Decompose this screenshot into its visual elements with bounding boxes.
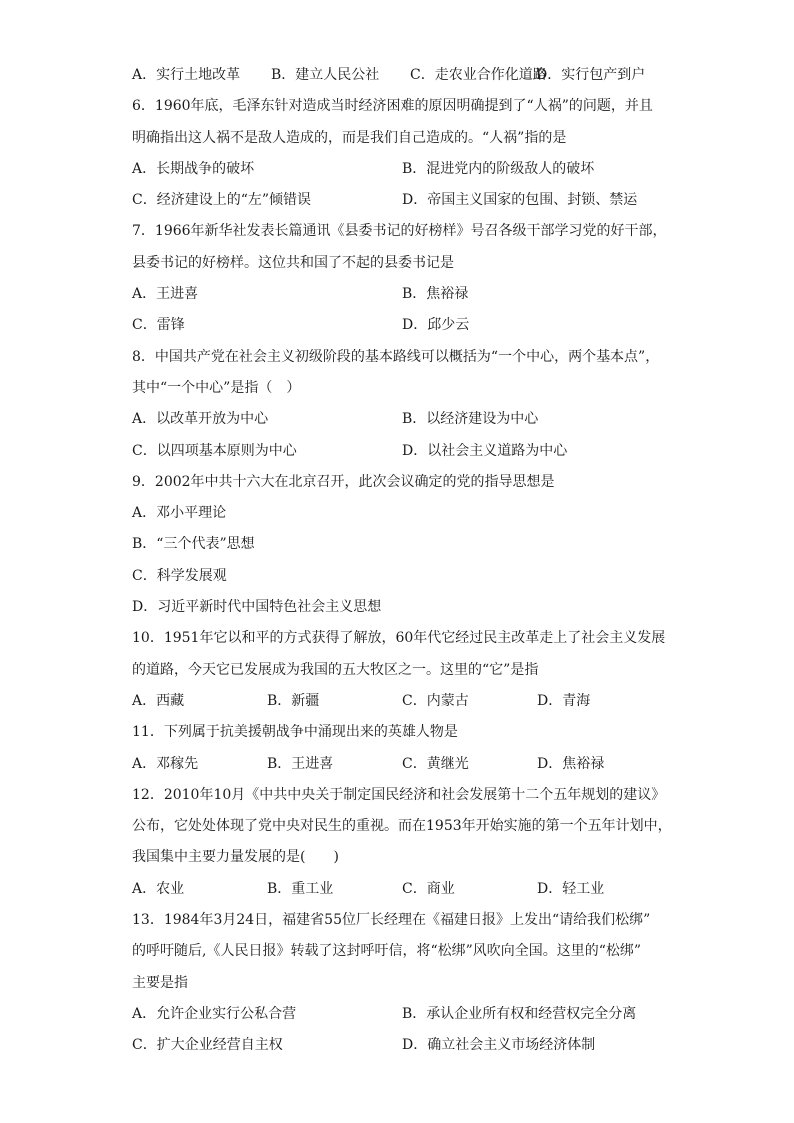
question-stem-line: 主要是指 bbox=[132, 974, 188, 991]
answer-option-A: A．长期战争的破坏 bbox=[132, 160, 255, 177]
question-stem-line: 公布，它处处体现了党中央对民生的重视。而在1953年开始实施的第一个五年计划中， bbox=[132, 818, 672, 835]
answer-option-B: B．重工业 bbox=[267, 880, 334, 897]
options-row bbox=[132, 749, 672, 780]
options-row bbox=[132, 185, 672, 216]
answer-option-A: A．允许企业实行公私合营 bbox=[132, 1005, 297, 1022]
options-row bbox=[132, 999, 672, 1030]
answer-option-D: D．习近平新时代中国特色社会主义思想 bbox=[132, 599, 382, 616]
options-row bbox=[132, 279, 672, 310]
answer-option-B: B．以经济建设为中心 bbox=[402, 411, 539, 428]
answer-option-D: D．轻工业 bbox=[537, 880, 605, 897]
options-row bbox=[132, 561, 672, 592]
answer-option-C: C．走农业合作化道路 bbox=[410, 67, 547, 83]
question-stem-line: 其中“一个中心”是指（ ） bbox=[132, 379, 301, 396]
options-row bbox=[132, 154, 672, 185]
answer-option-D: D．帝国主义国家的包围、封锁、禁运 bbox=[402, 192, 638, 209]
question-stem-line: 11．下列属于抗美援朝战争中涌现出来的英雄人物是 bbox=[132, 724, 458, 741]
options-row bbox=[132, 60, 672, 91]
question-4 bbox=[132, 467, 672, 623]
answer-option-C: C．内蒙古 bbox=[402, 692, 469, 709]
answer-option-C: C．科学发展观 bbox=[132, 567, 227, 584]
options-row bbox=[132, 529, 672, 560]
answer-option-C: C．以四项基本原则为中心 bbox=[132, 442, 297, 459]
options-row bbox=[132, 404, 672, 435]
question-stem-line: 12．2010年10月《中共中央关于制定国民经济和社会发展第十二个五年规划的建议》 bbox=[132, 786, 666, 803]
answer-option-B: B．承认企业所有权和经营权完全分离 bbox=[402, 1005, 637, 1022]
answer-option-C: C．黄继光 bbox=[402, 755, 469, 772]
answer-option-C: C．经济建设上的“左”倾错误 bbox=[132, 192, 312, 209]
answer-option-A: A．西藏 bbox=[132, 692, 185, 709]
question-list bbox=[132, 60, 672, 1062]
question-5 bbox=[132, 623, 672, 717]
question-3 bbox=[132, 342, 672, 467]
answer-option-B: B．混进党内的阶级敌人的破坏 bbox=[402, 160, 595, 177]
answer-option-C: C．商业 bbox=[402, 880, 455, 897]
answer-option-C: C．雷锋 bbox=[132, 317, 185, 334]
answer-option-D: D．青海 bbox=[537, 692, 591, 709]
question-stem-line: 的道路，今天它已发展成为我国的五大牧区之一。这里的“它”是指 bbox=[132, 661, 539, 678]
answer-option-A: A．以改革开放为中心 bbox=[132, 411, 269, 428]
options-row bbox=[132, 498, 672, 529]
answer-option-D: D．实行包产到户 bbox=[536, 67, 646, 83]
question-stem-line: 7．1966年新华社发表长篇通讯《县委书记的好榜样》号召各级干部学习党的好干部， bbox=[132, 223, 667, 240]
question-1 bbox=[132, 91, 672, 216]
answer-option-A: A．邓稼先 bbox=[132, 755, 199, 772]
options-row bbox=[132, 686, 672, 717]
question-7 bbox=[132, 780, 672, 905]
answer-option-D: D．确立社会主义市场经济体制 bbox=[402, 1037, 596, 1054]
question-stem-line: 明确指出这人祸不是敌人造成的，而是我们自己造成的。“人祸”指的是 bbox=[132, 129, 567, 146]
answer-option-A: A．实行土地改革 bbox=[132, 67, 241, 83]
answer-option-D: D．以社会主义道路为中心 bbox=[402, 442, 568, 459]
options-row bbox=[132, 436, 672, 467]
options-row bbox=[132, 592, 672, 623]
question-6 bbox=[132, 717, 672, 780]
question-stem-line: 6．1960年底，毛泽东针对造成当时经济困难的原因明确提到了“人祸”的问题，并且 bbox=[132, 98, 653, 115]
options-row bbox=[132, 1030, 672, 1061]
question-stem-line: 10．1951年它以和平的方式获得了解放，60年代它经过民主改革走上了社会主义发展 bbox=[132, 630, 666, 647]
question-stem-line: 8．中国共产党在社会主义初级阶段的基本路线可以概括为“一个中心，两个基本点”， bbox=[132, 348, 660, 365]
question-stem-line: 的呼吁随后,《人民日报》转载了这封呼吁信，将“松绑”风吹向全国。这里的“松绑” bbox=[132, 943, 642, 960]
question-stem-line: 13．1984年3月24日，福建省55位厂长经理在《福建日报》上发出“请给我们松绑” bbox=[132, 912, 651, 929]
question-2 bbox=[132, 216, 672, 341]
answer-option-B: B．王进喜 bbox=[267, 755, 334, 772]
options-row bbox=[132, 310, 672, 341]
options-row bbox=[132, 874, 672, 905]
question-stem-line: 我国集中主要力量发展的是( ) bbox=[132, 849, 339, 866]
question-stem-line: 县委书记的好榜样。这位共和国了不起的县委书记是 bbox=[132, 254, 454, 271]
answer-option-C: C．扩大企业经营自主权 bbox=[132, 1037, 283, 1054]
answer-option-B: B．新疆 bbox=[267, 692, 320, 709]
answer-option-B: B．焦裕禄 bbox=[402, 286, 469, 303]
question-stem-line: 9．2002年中共十六大在北京召开，此次会议确定的党的指导思想是 bbox=[132, 473, 555, 490]
answer-option-D: D．焦裕禄 bbox=[537, 755, 605, 772]
question-0 bbox=[132, 60, 672, 91]
answer-option-B: B．建立人民公社 bbox=[271, 67, 380, 83]
answer-option-B: B．“三个代表”思想 bbox=[132, 536, 255, 553]
answer-option-A: A．邓小平理论 bbox=[132, 505, 227, 522]
answer-option-A: A．农业 bbox=[132, 880, 185, 897]
answer-option-A: A．王进喜 bbox=[132, 286, 199, 303]
answer-option-D: D．邱少云 bbox=[402, 317, 470, 334]
question-8 bbox=[132, 905, 672, 1061]
